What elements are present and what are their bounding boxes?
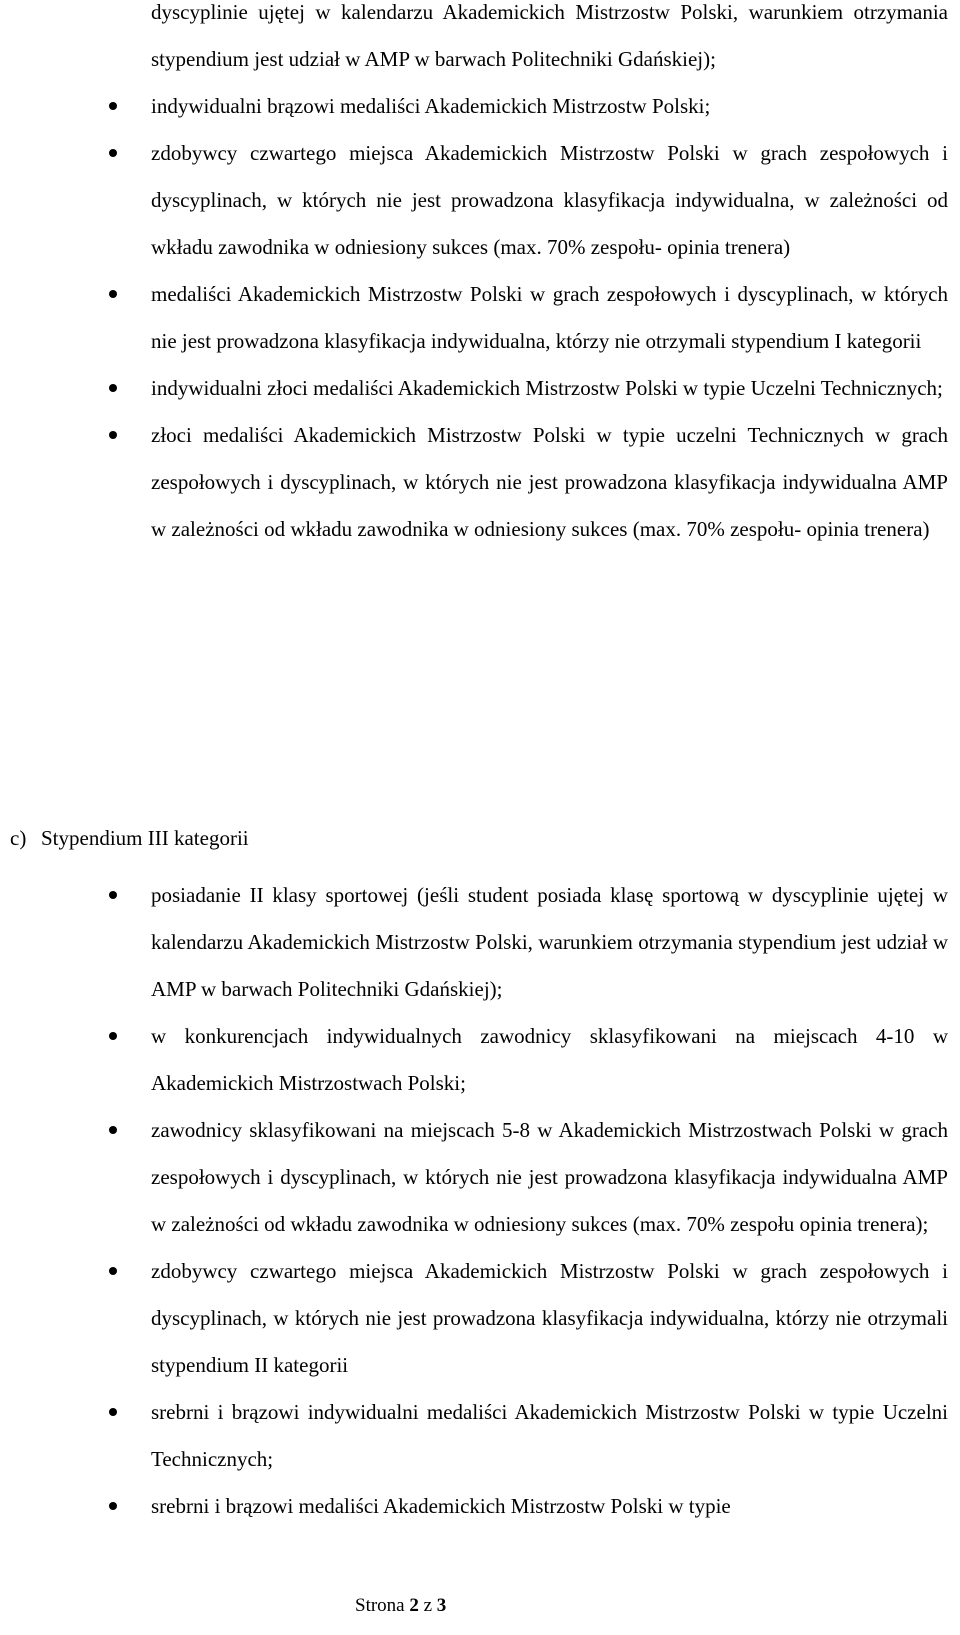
- bullet-icon: [109, 1267, 117, 1275]
- list-item: [0, 1013, 960, 1107]
- list-item: [0, 1248, 960, 1389]
- page-number-total: 3: [436, 1595, 447, 1616]
- list-item-text: srebrni i brązowi medaliści Akademickich Mistrzostw Polski w typie: [151, 1494, 731, 1518]
- list-item: [0, 1389, 960, 1483]
- list-item: [0, 412, 960, 553]
- bullet-icon: [109, 891, 117, 899]
- bullet-icon: [109, 1408, 117, 1416]
- list-item: [0, 365, 960, 412]
- bullet-icon: [109, 102, 117, 110]
- list-item-text: zdobywcy czwartego miejsca Akademickich Mistrzostw Polski w grach zespołowych i dyscyplinach, w których nie jest prowadzona klasyfikacja indywidualna, którzy nie otrzymali stypendium II kategorii: [151, 1259, 948, 1377]
- list-item-text: zdobywcy czwartego miejsca Akademickich Mistrzostw Polski w grach zespołowych i dyscyplinach, w których nie jest prowadzona klasyfikacja indywidualna, w zależności od wkładu zawodnika w odniesiony sukces (max. 70% zespołu- opinia trenera): [151, 141, 948, 259]
- list-item: [0, 872, 960, 1013]
- list-item-text: srebrni i brązowi indywidualni medaliści Akademickich Mistrzostw Polski w typie Uczelni Technicznych;: [151, 1400, 948, 1471]
- list-item: [0, 1107, 960, 1248]
- bullet-icon: [109, 1032, 117, 1040]
- section-marker: c): [10, 826, 27, 850]
- page-number-separator: z: [423, 1595, 433, 1616]
- list-item: [0, 1483, 960, 1530]
- page-number-current: 2: [409, 1595, 419, 1616]
- section-c-heading: [10, 815, 910, 862]
- list-item-text: dyscyplinie ujętej w kalendarzu Akademickich Mistrzostw Polski, warunkiem otrzymania stypendium jest udział w AMP w barwach Politechniki Gdańskiej);: [151, 0, 948, 71]
- page-number-prefix: Strona: [355, 1595, 405, 1616]
- bullet-icon: [109, 431, 117, 439]
- list-item: [0, 130, 960, 271]
- list-item-text: zawodnicy sklasyfikowani na miejscach 5-8 w Akademickich Mistrzostwach Polski w grach zespołowych i dyscyplinach, w których nie jest prowadzona klasyfikacja indywidualna AMP w zależności od wkładu zawodnika w odniesiony sukces (max. 70% zespołu opinia trenera);: [151, 1118, 948, 1236]
- list-item-text: posiadanie II klasy sportowej (jeśli student posiada klasę sportową w dyscyplinie ujętej w kalendarzu Akademickich Mistrzostw Polski, warunkiem otrzymania stypendium jest udział w AMP w barwach Politechniki Gdańskiej);: [151, 883, 948, 1001]
- list-item: [0, 0, 960, 83]
- list-item-text: medaliści Akademickich Mistrzostw Polski w grach zespołowych i dyscyplinach, w których nie jest prowadzona klasyfikacja indywidualna, którzy nie otrzymali stypendium I kategorii: [151, 282, 948, 353]
- bullet-icon: [109, 1126, 117, 1134]
- page-number: [355, 1586, 446, 1626]
- bullet-icon: [109, 384, 117, 392]
- list-item-text: indywidualni brązowi medaliści Akademickich Mistrzostw Polski;: [151, 94, 711, 118]
- list-item-text: w konkurencjach indywidualnych zawodnicy sklasyfikowani na miejscach 4-10 w Akademickich Mistrzostwach Polski;: [151, 1024, 948, 1095]
- bullet-icon: [109, 149, 117, 157]
- list-item: [0, 271, 960, 365]
- section-b-list: [0, 0, 960, 553]
- section-c-list: [0, 872, 960, 1530]
- list-item-text: złoci medaliści Akademickich Mistrzostw Polski w typie uczelni Technicznych w grach zespołowych i dyscyplinach, w których nie jest prowadzona klasyfikacja indywidualna AMP w zależności od wkładu zawodnika w odniesiony sukces (max. 70% zespołu- opinia trenera): [151, 423, 948, 541]
- list-item: [0, 83, 960, 130]
- bullet-icon: [109, 290, 117, 298]
- bullet-icon: [109, 1502, 117, 1510]
- list-item-text: indywidualni złoci medaliści Akademickich Mistrzostw Polski w typie Uczelni Technicznych;: [151, 376, 943, 400]
- section-title: Stypendium III kategorii: [41, 826, 249, 850]
